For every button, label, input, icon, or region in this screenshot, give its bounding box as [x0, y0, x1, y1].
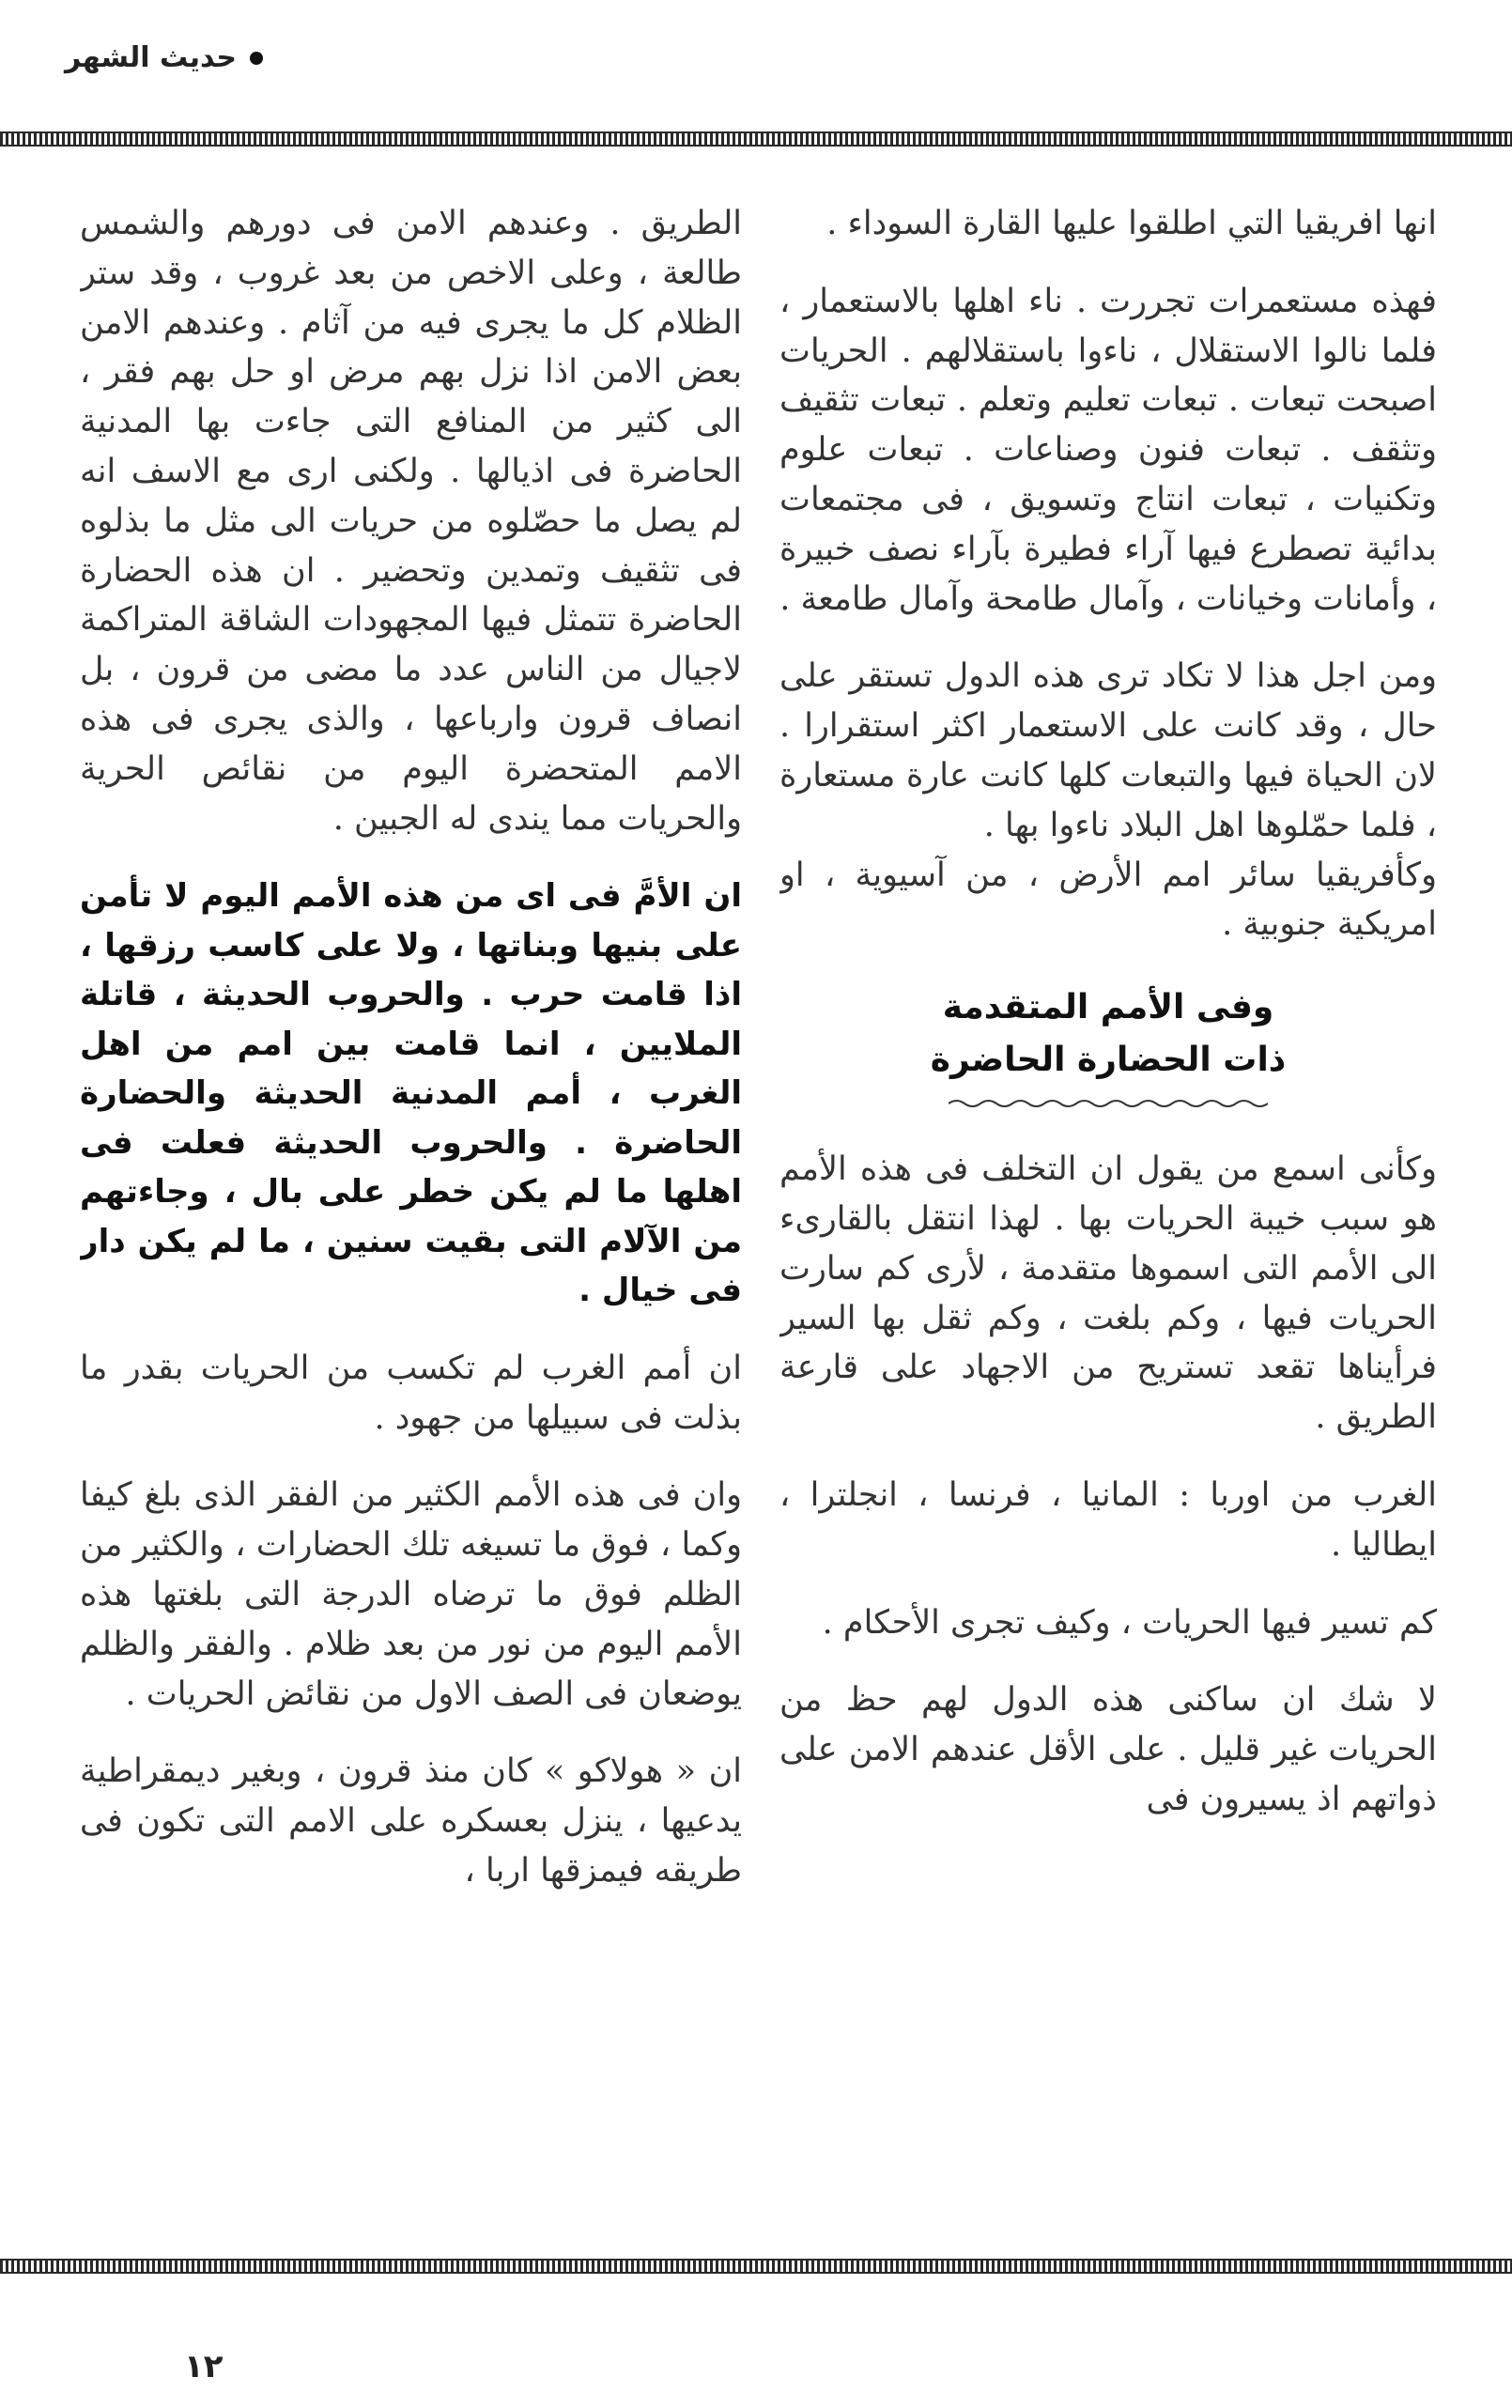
paragraph: لا شك ان ساكنى هذه الدول لهم حظ من الحريات غير قليل . على الأقل عندهم الامن على ذواتهم اذ يسيرون فى [779, 1681, 1437, 1818]
right-column [779, 199, 1437, 2228]
paragraph: وان فى هذه الأمم الكثير من الفقر الذى بلغ كيفا وكما ، فوق ما تسيغه تلك الحضارات ، والكثير من الظلم فوق ما ترضاه الدرجة التى بلغتها هذه الأمم اليوم من نور من بعد ظلام . والفقر والظلم يوضعان فى الصف الاول من نقائض الحريات . [80, 1476, 742, 1713]
left-column [80, 199, 742, 2228]
paragraph: الطريق . وعندهم الامن فى دورهم والشمس طالعة ، وعلى الاخص من بعد غروب ، وقد ستر الظلام كل ما يجرى فيه من آثام . وعندهم الامن بعض الامن اذا نزل بهم مرض او حل بهم فقر ، الى كثير من المنافع التى جاءت بها المدنية الحاضرة فى اذيالها . ولكنى ارى مع الاسف انه لم يصل ما حصّلوه من حريات الى مثل ما بذلوه فى تثقيف وتمدين وتحضير . ان هذه الحضارة الحاضرة تتمثل فيها المجهودات الشاقة المتراكمة لاجيال من الناس عدد ما مضى من قرون ، بل انصاف قرون وارباعها ، والذى يجرى فى هذه الامم المتحضرة اليوم من نقائص الحرية والحريات مما يندى له الجبين . [80, 205, 742, 838]
paragraph: ان « هولاكو » كان منذ قرون ، وبغير ديمقراطية يدعيها ، ينزل بعسكره على الامم التى تكون فى طريقه فيمزقها اربا ، [80, 1752, 742, 1891]
paragraph: الغرب من اوربا : المانيا ، فرنسا ، انجلترا ، ايطاليا . [779, 1475, 1437, 1564]
bullet-icon [250, 52, 263, 65]
section-subheading [779, 981, 1437, 1087]
paragraph: انها افريقيا التي اطلقوا عليها القارة السوداء . [826, 205, 1437, 242]
paragraph: ومن اجل هذا لا تكاد ترى هذه الدول تستقر على حال ، وقد كانت على الاستعمار اكثر استقرارا . لان الحياة فيها والتبعات كلها كانت عارة مستعارة ، فلما حمّلوها اهل البلاد ناءوا بها . [779, 657, 1437, 844]
subheading-line: وفى الأمم المتقدمة [942, 988, 1274, 1027]
bottom-ornamental-border [0, 2259, 1512, 2274]
paragraph: كم تسير فيها الحريات ، وكيف تجرى الأحكام . [822, 1603, 1437, 1642]
paragraph: فهذه مستعمرات تجررت . ناء اهلها بالاستعمار ، فلما نالوا الاستقلال ، ناءوا باستقلالهم . الحريات اصبحت تبعات . تبعات تعليم وتعلم . تبعات تثقيف وتثقف . تبعات فنون وصناعات . تبعات علوم وتكنيات ، تبعات انتاج وتسويق ، فى مجتمعات بدائية تصطرع فيها آراء فطيرة بآراء نصف خبيرة ، وأمانات وخيانات ، وآمال طامحة وآمال طامعة . [779, 282, 1437, 618]
running-title: حديث الشهر [65, 41, 237, 74]
wavy-underline-icon [949, 1096, 1268, 1111]
top-ornamental-border [0, 131, 1512, 147]
paragraph: ان أمم الغرب لم تكسب من الحريات بقدر ما بذلت فى سبيلها من جهود . [80, 1349, 742, 1437]
paragraph: وكأفريقيا سائر امم الأرض ، من آسيوية ، او امريكية جنوبية . [779, 856, 1437, 944]
page-number: ١٢ [184, 2348, 224, 2385]
running-header [65, 41, 263, 74]
paragraph: وكأنى اسمع من يقول ان التخلف فى هذه الأمم هو سبب خيبة الحريات بها . لهذا انتقل بالقارىء الى الأمم التى اسموها متقدمة ، لأرى كم سارت الحريات فيها ، وكم بلغت ، وكم ثقل بها السير فرأيناها تقعد تستريح من الاجهاد على قارعة الطريق . [779, 1150, 1437, 1437]
subheading-line: ذات الحضارة الحاضرة [930, 1041, 1287, 1080]
bold-paragraph: ان الأمَّ فى اى من هذه الأمم اليوم لا تأمن على بنيها وبناتها ، ولا على كاسب رزقها ، اذا قامت حرب . والحروب الحديثة ، قاتلة الملايين ، انما قامت بين امم من اهل الغرب ، أمم المدنية الحديثة والحضارة الحاضرة . والحروب الحديثة فعلت فى اهلها ما لم يكن خطر على بال ، وجاءتهم من الآلام التى بقيت سنين ، ما لم يكن دار فى خيال . [80, 877, 742, 1310]
